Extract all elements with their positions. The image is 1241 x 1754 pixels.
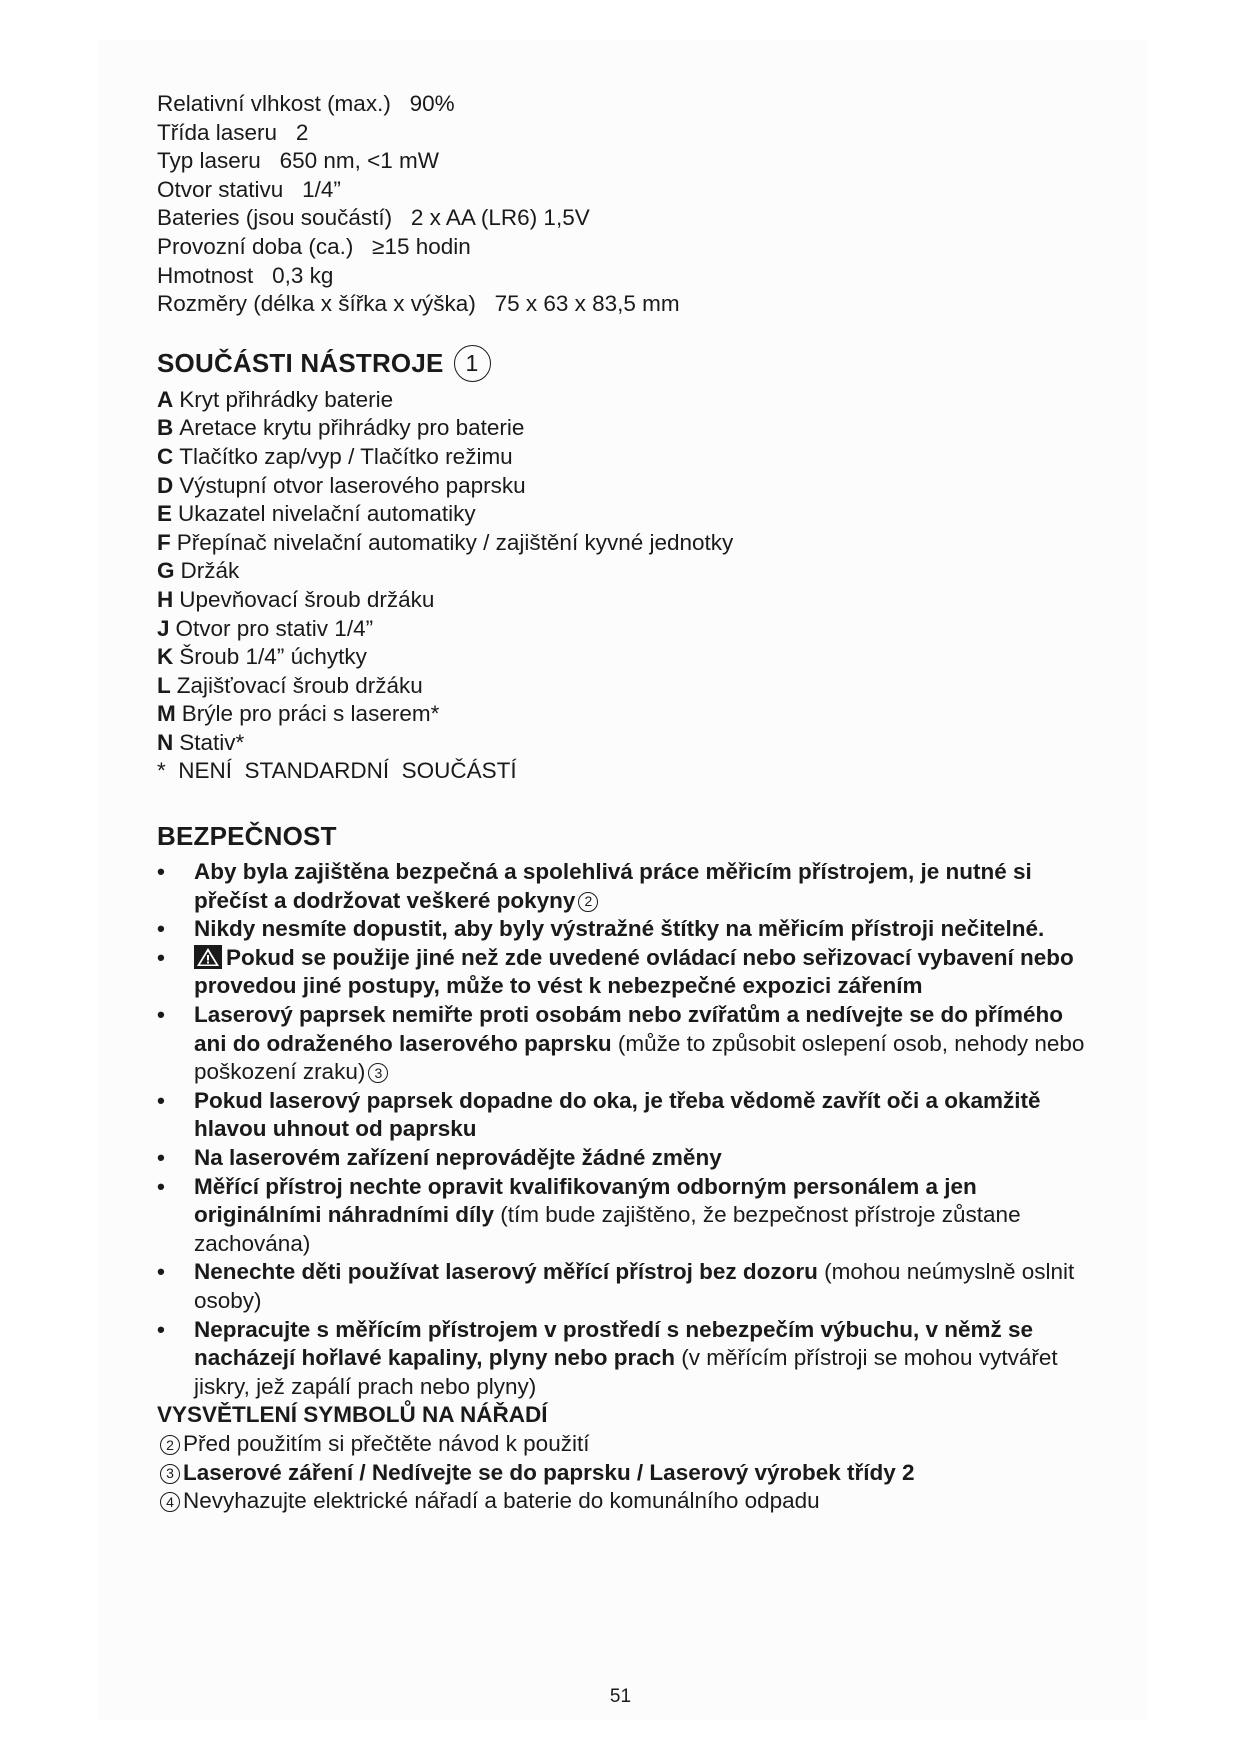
part-text: Kryt přihrádky baterie — [179, 386, 394, 412]
part-key: L — [157, 672, 171, 698]
symbol-text: Laserové záření / Nedívejte se do paprsku / Laserový výrobek třídy 2 — [183, 1459, 915, 1485]
part-key: G — [157, 558, 175, 584]
bullet-icon: • — [157, 1145, 165, 1170]
part-text: Stativ* — [179, 729, 245, 755]
page-number: 51 — [609, 1686, 632, 1707]
part-key: K — [157, 644, 174, 670]
spec-label: Relativní vlhkost (max.) — [157, 91, 391, 116]
bullet-icon: • — [157, 944, 165, 970]
part-item — [157, 643, 1097, 672]
safety-bold-text: Pokud laserový paprsek dopadne do oka, je třeba vědomě zavřít oči a okamžitě hlavou uhnout od paprsku — [194, 1087, 1041, 1142]
safety-item — [157, 1316, 1097, 1402]
bullet-icon: • — [157, 859, 165, 885]
part-text: Upevňovací šroub držáku — [179, 586, 435, 612]
part-text: Tlačítko zap/vyp / Tlačítko režimu — [179, 443, 513, 469]
part-key: N — [157, 729, 174, 755]
spec-value: 0,3 kg — [272, 262, 334, 288]
parts-heading — [157, 345, 1097, 382]
safety-item — [157, 915, 1097, 944]
symbol-item — [157, 1487, 1097, 1516]
spec-label: Hmotnost — [157, 262, 254, 288]
part-item — [157, 529, 1097, 558]
safety-item — [157, 1087, 1097, 1144]
part-item — [157, 414, 1097, 443]
part-text: Zajišťovací šroub držáku — [176, 672, 423, 698]
part-text: Výstupní otvor laserového paprsku — [179, 472, 526, 498]
bullet-icon: • — [157, 1002, 165, 1028]
bullet-icon: • — [157, 1087, 165, 1113]
safety-item — [157, 858, 1097, 915]
part-item — [157, 443, 1097, 472]
spec-value: 650 nm, <1 mW — [279, 148, 440, 174]
symbol-ref-badge: 2 — [160, 1435, 180, 1455]
safety-heading: BEZPEČNOST — [157, 821, 337, 852]
parts-list — [157, 386, 1097, 758]
part-item — [157, 500, 1097, 529]
safety-item — [157, 1173, 1097, 1259]
safety-bold-text: Nikdy nesmíte dopustit, aby byly výstražné štítky na měřicím přístroji nečitelné. — [194, 916, 1045, 942]
part-key: F — [157, 529, 171, 555]
figure-ref-badge: 1 — [454, 345, 491, 382]
part-key: D — [157, 472, 174, 498]
part-key: E — [157, 501, 173, 527]
part-text: Brýle pro práci s laserem* — [181, 701, 440, 727]
spec-label: Třída laseru — [157, 119, 278, 145]
spec-label: Otvor stativu — [157, 176, 284, 202]
part-text: Aretace krytu přihrádky pro baterie — [179, 415, 525, 441]
safety-normal-text: (v měřícím přístroji se mohou vytvářet jiskry, jež zapálí prach nebo plyny) — [194, 1345, 1058, 1399]
safety-bold-text: Pokud se použije jiné než zde uvedené ovládací nebo seřizovací vybavení nebo provedou jiné postupy, může to vést k nebezpečné expozici zářením — [194, 944, 1074, 999]
bullet-icon: • — [157, 1316, 165, 1342]
spec-value: 2 x AA (LR6) 1,5V — [410, 205, 590, 231]
symbol-ref-badge: 2 — [578, 892, 598, 912]
spec-label: Bateries (jsou součástí) — [157, 205, 393, 231]
spec-value: 1/4” — [302, 176, 341, 202]
spec-value: 2 — [295, 119, 309, 145]
part-key: C — [157, 443, 174, 469]
spec-row — [157, 233, 1097, 262]
safety-bold-text: Nenechte děti používat laserový měřící přístroj bez dozoru — [194, 1259, 818, 1285]
parts-title: SOUČÁSTI NÁSTROJE — [157, 347, 444, 378]
safety-bold-text: Nepracujte s měřícím přístrojem v prostředí s nebezpečím výbuchu, v němž se nacházejí hořlavé kapaliny, plyny nebo prach — [194, 1316, 1034, 1371]
symbol-ref-badge: 4 — [160, 1492, 180, 1512]
safety-normal-text: (tím bude zajištěno, že bezpečnost přístroje zůstane zachována) — [194, 1202, 1021, 1256]
spec-label: Provozní doba (ca.) — [157, 233, 354, 259]
warning-triangle-icon — [194, 945, 222, 969]
safety-item — [157, 944, 1097, 1001]
spec-row — [157, 119, 1097, 148]
spec-row — [157, 90, 1097, 119]
part-text: Šroub 1/4” úchytky — [179, 644, 367, 670]
part-key: B — [157, 415, 174, 441]
part-item — [157, 557, 1097, 586]
spec-row — [157, 204, 1097, 233]
part-text: Ukazatel nivelační automatiky — [178, 501, 476, 527]
spec-row — [157, 262, 1097, 291]
symbol-text: Nevyhazujte elektrické nářadí a baterie do komunálního odpadu — [183, 1488, 820, 1514]
spec-value: 90% — [409, 91, 455, 116]
spec-value: 75 x 63 x 83,5 mm — [494, 291, 680, 317]
safety-normal-text: (může to způsobit oslepení osob, nehody nebo poškození zraku) — [194, 1030, 1085, 1085]
part-item — [157, 386, 1097, 415]
part-text: Držák — [180, 558, 240, 584]
symbols-heading: VYSVĚTLENÍ SYMBOLŮ NA NÁŘADÍ — [157, 1402, 548, 1428]
part-item — [157, 586, 1097, 615]
part-key: J — [157, 615, 170, 641]
spec-value: ≥15 hodin — [372, 233, 471, 259]
part-key: H — [157, 586, 174, 612]
spec-label: Typ laseru — [157, 148, 261, 174]
safety-bold-text: Aby byla zajištěna bezpečná a spolehlivá práce měřicím přístrojem, je nutné si přečíst a dodržovat veškeré pokyny — [194, 859, 1032, 913]
part-text: Přepínač nivelační automatiky / zajištění kyvné jednotky — [176, 529, 734, 555]
bullet-icon: • — [157, 916, 165, 942]
part-key: A — [157, 386, 174, 412]
part-item — [157, 615, 1097, 644]
safety-item — [157, 1144, 1097, 1173]
symbols-list — [157, 1430, 1097, 1516]
safety-bold-text: Na laserovém zařízení neprovádějte žádné změny — [194, 1145, 722, 1170]
safety-bold-text: Měřící přístroj nechte opravit kvalifikovaným odborným personálem a jen originálními náhradními díly — [194, 1173, 977, 1228]
symbol-item — [157, 1459, 1097, 1488]
spec-row — [157, 176, 1097, 205]
bullet-icon: • — [157, 1173, 165, 1199]
symbol-ref-badge: 3 — [368, 1063, 388, 1083]
parts-note: * NENÍ STANDARDNÍ SOUČÁSTÍ — [157, 758, 517, 784]
safety-item — [157, 1001, 1097, 1087]
part-key: M — [157, 701, 176, 727]
part-item — [157, 672, 1097, 701]
part-item — [157, 729, 1097, 758]
safety-bold-text: Laserový paprsek nemiřte proti osobám nebo zvířatům a nedívejte se do přímého ani do odraženého laserového paprsku — [194, 1002, 1063, 1056]
spec-row — [157, 290, 1097, 319]
symbol-ref-badge: 3 — [160, 1464, 180, 1484]
part-item — [157, 472, 1097, 501]
spec-label: Rozměry (délka x šířka x výška) — [157, 291, 476, 317]
part-text: Otvor pro stativ 1/4” — [175, 615, 374, 641]
spec-list — [157, 90, 1097, 319]
part-item — [157, 700, 1097, 729]
safety-list — [157, 858, 1097, 1401]
symbol-item — [157, 1430, 1097, 1459]
document-content — [157, 90, 1097, 1516]
bullet-icon: • — [157, 1259, 165, 1285]
safety-item — [157, 1258, 1097, 1315]
spec-row — [157, 147, 1097, 176]
symbol-text: Před použitím si přečtěte návod k použití — [183, 1430, 590, 1456]
safety-normal-text: (mohou neúmyslně oslnit osoby) — [194, 1259, 1075, 1313]
